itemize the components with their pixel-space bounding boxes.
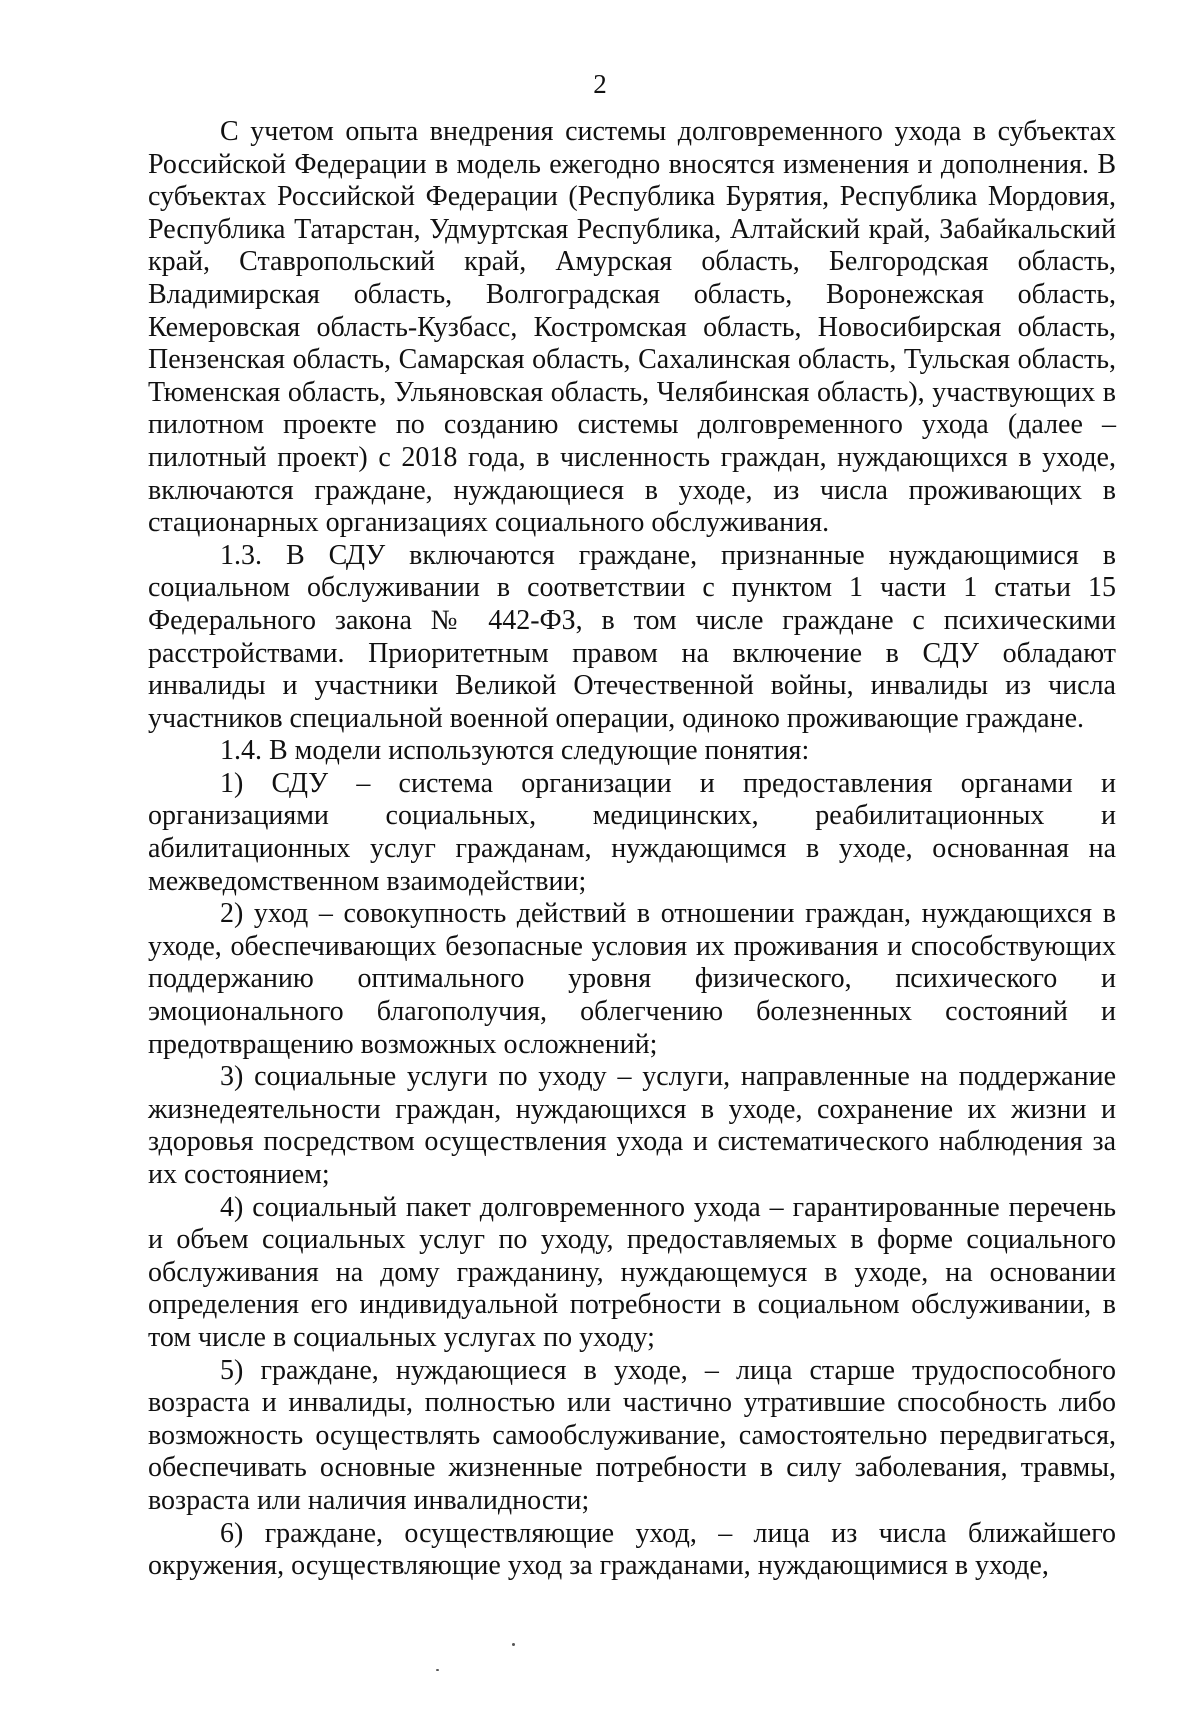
paragraph-1-4: 1.4. В модели используются следующие понятия: bbox=[220, 735, 810, 767]
definition-1: 1) СДУ – система организации и предоставления органами и организациями социальных, медицинских, реабилитационных и абилитационных услуг гражданам, нуждающимся в уходе, основанная на межведомственном взаимодействии; bbox=[148, 767, 1116, 897]
paragraph-pilot-regions: С учетом опыта внедрения системы долговременного ухода в субъектах Российской Федерации в модель ежегодно вносятся изменения и дополнения. В субъектах Российской Федерации (Республика Бурятия, Республика Мордовия, Республика Татарстан, Удмуртская Республика, Алтайский край, Забайкальский край, Ставропольский край, Амурская область, Белгородская область, Владимирская область, Волгоградская область, Воронежская область, Кемеровская область-Кузбасс, Костромская область, Новосибирская область, Пензенская область, Самарская область, Сахалинская область, Тульская область, Тюменская область, Ульяновская область, Челябинская область), участвующих в пилотном проекте по созданию системы долговременного ухода (далее – пилотный проект) с 2018 года, в численность граждан, нуждающихся в уходе, включаются граждане, нуждающиеся в уходе, из числа проживающих в стационарных организациях социального обслуживания. bbox=[148, 116, 1116, 539]
definition-6: 6) граждане, осуществляющие уход, – лица из числа ближайшего окружения, осуществляющие уход за гражданами, нуждающимися в уходе, bbox=[148, 1517, 1116, 1582]
document-body bbox=[148, 116, 1116, 1583]
scan-speck bbox=[436, 1669, 439, 1671]
definition-5: 5) граждане, нуждающиеся в уходе, – лица старше трудоспособного возраста и инвалиды, полностью или частично утратившие способность либо возможность осуществлять самообслуживание, самостоятельно передвигаться, обеспечивать основные жизненные потребности в силу заболевания, травмы, возраста или наличия инвалидности; bbox=[148, 1354, 1116, 1516]
definition-4: 4) социальный пакет долговременного ухода – гарантированные перечень и объем социальных услуг по уходу, предоставляемых в форме социального обслуживания на дому гражданину, нуждающемуся в уходе, на основании определения его индивидуальной потребности в социальном обслуживании, в том числе в социальных услугах по уходу; bbox=[148, 1191, 1116, 1353]
paragraph-1-3: 1.3. В СДУ включаются граждане, признанные нуждающимися в социальном обслуживании в соответствии с пунктом 1 части 1 статьи 15 Федерального закона № 442-ФЗ, в том числе граждане с психическими расстройствами. Приоритетным правом на включение в СДУ обладают инвалиды и участники Великой Отечественной войны, инвалиды из числа участников специальной военной операции, одиноко проживающие граждане. bbox=[148, 539, 1116, 734]
page-number: 2 bbox=[593, 69, 607, 99]
scan-speck bbox=[512, 1643, 515, 1646]
definition-3: 3) социальные услуги по уходу – услуги, направленные на поддержание жизнедеятельности граждан, нуждающихся в уходе, сохранение их жизни и здоровья посредством осуществления ухода и систематического наблюдения за их состоянием; bbox=[148, 1061, 1116, 1190]
definition-2: 2) уход – совокупность действий в отношении граждан, нуждающихся в уходе, обеспечивающих безопасные условия их проживания и способствующих поддержанию оптимального уровня физического, психического и эмоционального благополучия, облегчению болезненных состояний и предотвращению возможных осложнений; bbox=[148, 898, 1116, 1060]
